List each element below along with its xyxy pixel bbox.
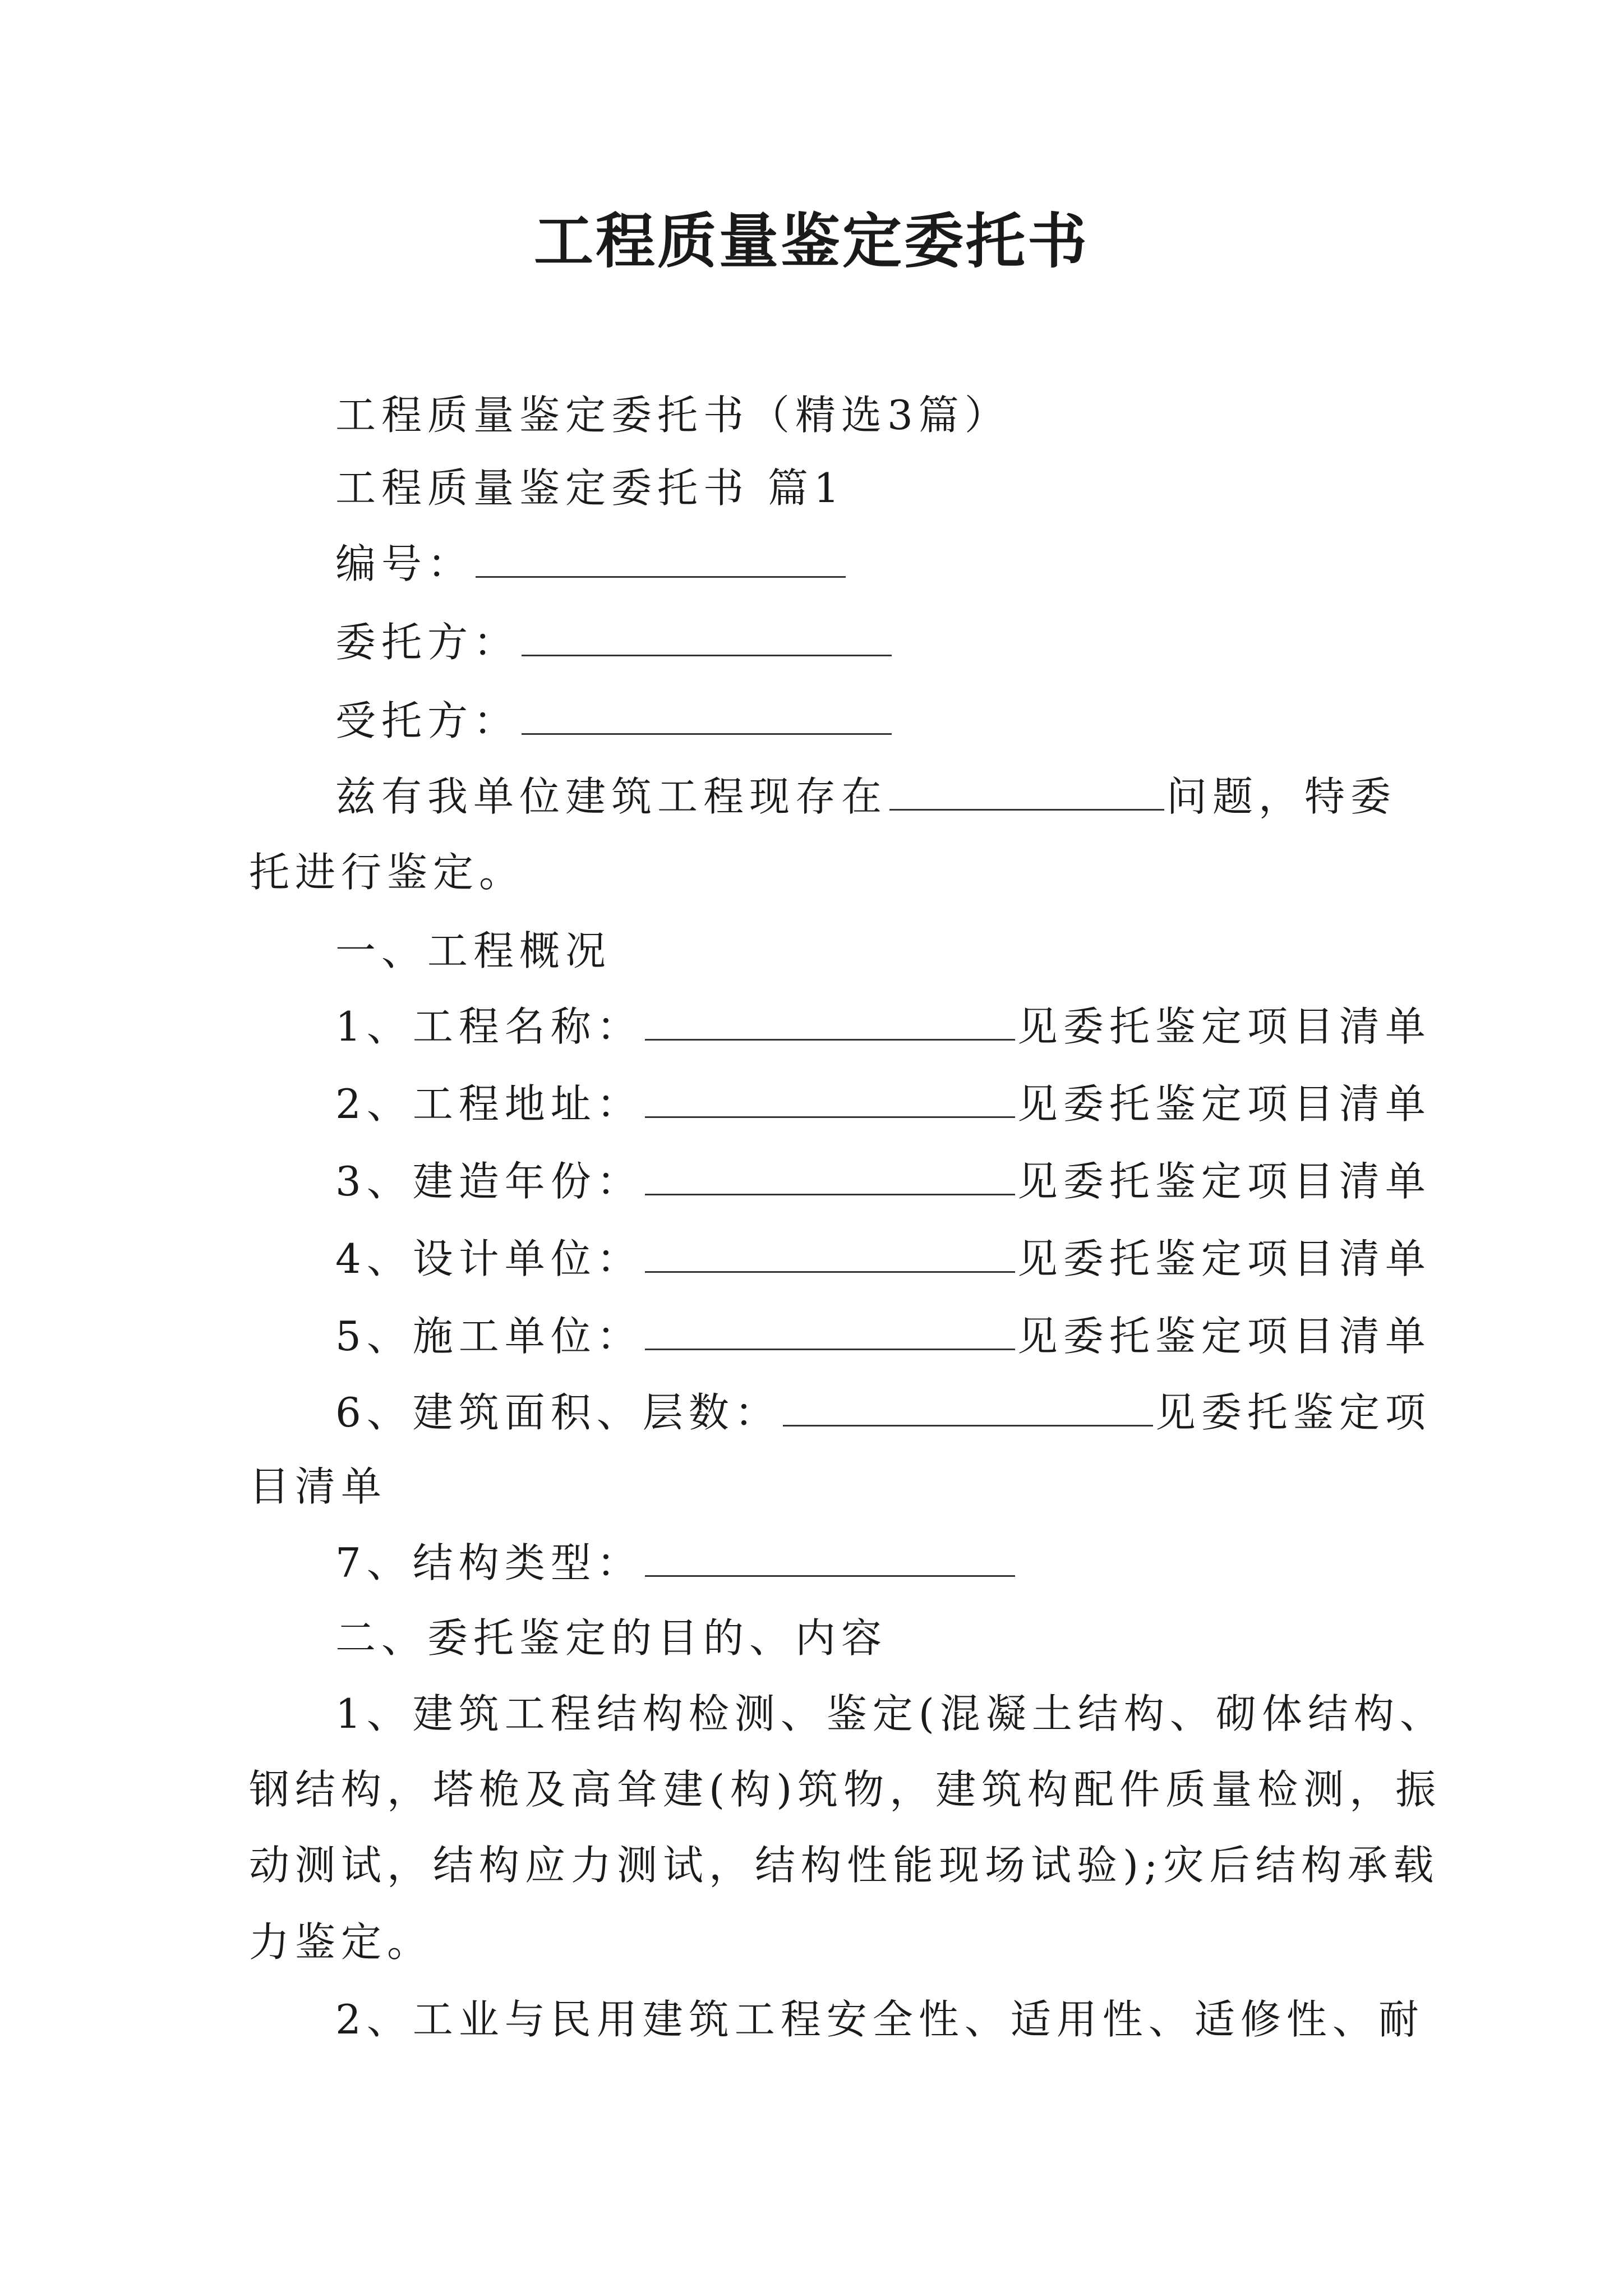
item-suffix: 见委托鉴定项 <box>1155 1389 1431 1436</box>
overview-item-7 <box>335 1535 1017 1591</box>
part2-heading: 二、委托鉴定的目的、内容 <box>335 1614 888 1662</box>
part1-heading: 一、工程概况 <box>335 927 612 974</box>
overview-item <box>335 1076 1431 1132</box>
intro-after: 问题，特委 <box>1166 773 1397 820</box>
client-blank <box>522 623 892 656</box>
overview-item <box>335 999 1431 1055</box>
item-suffix: 见委托鉴定项目清单 <box>1017 1235 1431 1282</box>
paragraph-line: 力鉴定。 <box>249 1918 434 1966</box>
number-label: 编号： <box>335 540 474 587</box>
item-blank <box>645 1085 1015 1118</box>
item-label: 6、建筑面积、层数： <box>335 1389 781 1436</box>
intro-line <box>335 769 1396 825</box>
document-subtitle: 工程质量鉴定委托书（精选3篇） <box>335 392 1011 439</box>
trustee-blank <box>522 702 892 735</box>
item-suffix: 见委托鉴定项目清单 <box>1017 1313 1431 1360</box>
item-label: 1、工程名称： <box>335 1003 643 1050</box>
paragraph-line: 1、建筑工程结构检测、鉴定(混凝土结构、砌体结构、 <box>335 1690 1446 1737</box>
item-blank <box>645 1317 1015 1350</box>
paragraph-line: 2、工业与民用建筑工程安全性、适用性、适修性、耐 <box>335 1996 1424 2043</box>
item-blank <box>645 1240 1015 1273</box>
document-title: 工程质量鉴定委托书 <box>534 206 1089 276</box>
paragraph-line: 钢结构，塔桅及高耸建(构)筑物，建筑构配件质量检测，振 <box>249 1766 1442 1813</box>
overview-item <box>335 1308 1431 1364</box>
item-suffix: 见委托鉴定项目清单 <box>1017 1003 1431 1050</box>
intro-blank <box>889 777 1164 811</box>
item-label: 7、结构类型： <box>335 1539 643 1586</box>
trustee-label: 受托方： <box>335 697 520 744</box>
number-blank <box>476 545 846 578</box>
item-label: 4、设计单位： <box>335 1235 643 1282</box>
trustee-field <box>335 693 894 749</box>
intro-before: 兹有我单位建筑工程现存在 <box>335 773 888 820</box>
item-blank <box>645 1007 1015 1041</box>
item-label: 5、施工单位： <box>335 1313 643 1360</box>
item-blank <box>645 1162 1015 1195</box>
overview-item <box>335 1153 1431 1209</box>
client-label: 委托方： <box>335 619 520 666</box>
section-heading: 工程质量鉴定委托书 篇1 <box>335 464 845 512</box>
item-blank <box>645 1544 1015 1577</box>
intro-continuation: 托进行鉴定。 <box>249 849 525 896</box>
client-field <box>335 614 894 670</box>
item-suffix: 见委托鉴定项目清单 <box>1017 1158 1431 1205</box>
overview-item-6 <box>335 1384 1431 1441</box>
overview-item-6-continuation: 目清单 <box>249 1463 388 1510</box>
number-field <box>335 536 848 592</box>
item-suffix: 见委托鉴定项目清单 <box>1017 1080 1431 1128</box>
item-label: 3、建造年份： <box>335 1158 643 1205</box>
item-blank <box>783 1393 1153 1427</box>
paragraph-line: 动测试，结构应力测试，结构性能现场试验);灾后结构承载 <box>249 1842 1440 1889</box>
item-label: 2、工程地址： <box>335 1080 643 1128</box>
overview-item <box>335 1231 1431 1287</box>
